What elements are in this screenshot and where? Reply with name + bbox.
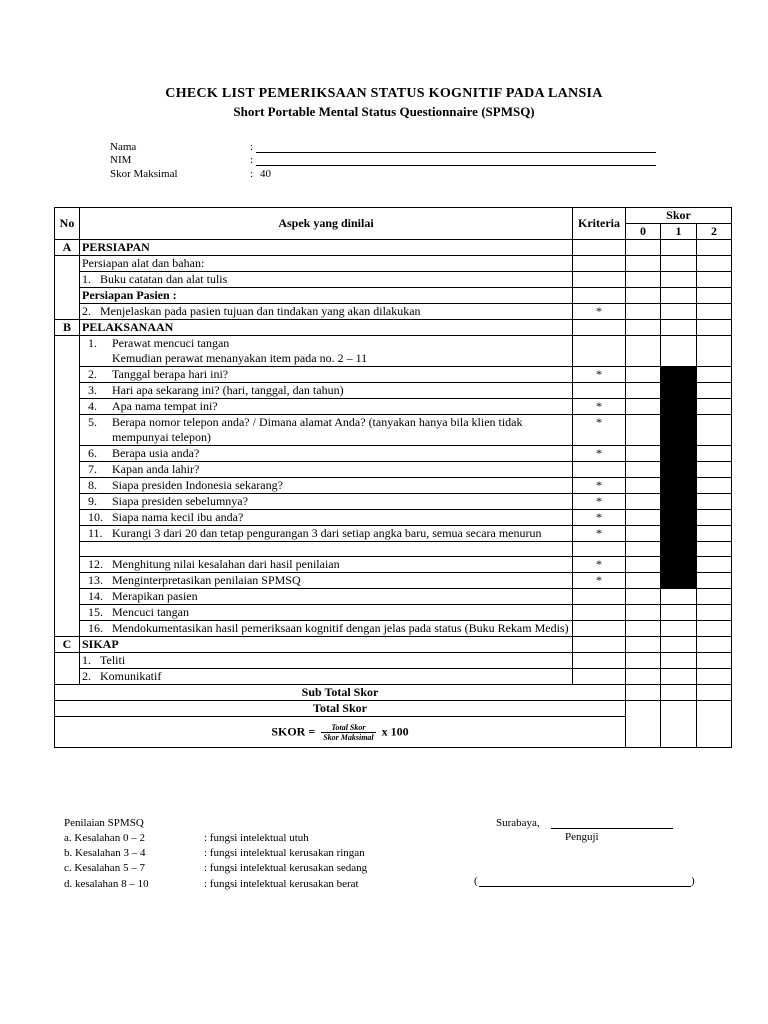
- penguji-label: Penguji: [565, 831, 599, 843]
- blocked-score-cell: [661, 383, 697, 399]
- score-cell[interactable]: [661, 589, 697, 605]
- blocked-score-cell: [661, 542, 697, 557]
- kriteria-star: *: [573, 557, 626, 573]
- score-cell[interactable]: [661, 272, 697, 288]
- blocked-score-cell: [661, 446, 697, 462]
- score-cell[interactable]: [697, 288, 732, 304]
- section-a-title: PERSIAPAN: [80, 240, 573, 256]
- skor-formula: [55, 717, 626, 748]
- nama-colon: :: [250, 141, 254, 153]
- score-cell[interactable]: [626, 336, 661, 367]
- score-cell[interactable]: [626, 367, 661, 383]
- total-label: Total Skor: [55, 701, 626, 717]
- skor-word: SKOR: [271, 723, 306, 738]
- score-cell[interactable]: [661, 669, 697, 685]
- blocked-score-cell: [661, 367, 697, 383]
- table-row: [55, 621, 732, 637]
- penilaian-list: a. Kesalahan 0 – 2 : fungsi intelektual utuh b. Kesalahan 3 – 4 : fungsi intelektual kerusakan ringan c. Kesalahan 5 – 7 : fungsi intelektual kerusakan sedang d. kesalahan 8 – 10 : fungsi intelektual kerusakan berat: [64, 832, 368, 890]
- score-cell[interactable]: [626, 589, 661, 605]
- blocked-score-cell: [661, 399, 697, 415]
- subtotal-cell[interactable]: [697, 685, 732, 701]
- fraction-numerator: Total Skor: [321, 723, 375, 733]
- score-cell[interactable]: [697, 256, 732, 272]
- score-cell[interactable]: [626, 320, 661, 336]
- score-cell[interactable]: [626, 669, 661, 685]
- score-cell[interactable]: [697, 399, 732, 415]
- a-subheading-alat: Persiapan alat dan bahan:: [80, 256, 573, 272]
- table-row: [55, 304, 732, 320]
- city-label: Surabaya,: [496, 817, 540, 829]
- item-number: 1.: [88, 336, 97, 350]
- score-cell[interactable]: [697, 446, 732, 462]
- blocked-score-cell: [661, 573, 697, 589]
- score-cell[interactable]: [626, 462, 661, 478]
- kriteria-star: *: [573, 399, 626, 415]
- section-b-no: B: [55, 320, 80, 336]
- score-cell[interactable]: [697, 272, 732, 288]
- header-skor-1: 1: [661, 224, 697, 240]
- score-cell[interactable]: [697, 336, 732, 367]
- item-number: 1.: [82, 272, 91, 286]
- item-number: 2.: [82, 669, 91, 683]
- blocked-score-cell: [661, 557, 697, 573]
- score-cell[interactable]: [626, 573, 661, 589]
- score-cell[interactable]: [626, 510, 661, 526]
- item-b6: Berapa usia anda?: [112, 446, 200, 460]
- item-b11: Kurangi 3 dari 20 dan tetap pengurangan 3 dari setiap angka baru, semua secara menurun: [112, 526, 542, 540]
- table-row: [55, 494, 732, 510]
- item-number: 10.: [88, 510, 103, 524]
- section-c-title: SIKAP: [80, 637, 573, 653]
- skor-maksimal-label: Skor Maksimal: [110, 168, 178, 180]
- table-row: [55, 367, 732, 383]
- score-cell[interactable]: [626, 557, 661, 573]
- total-cell[interactable]: [626, 701, 661, 748]
- item-b13: Menginterpretasikan penilaian SPMSQ: [112, 573, 301, 587]
- item-number: 16.: [88, 621, 103, 635]
- score-cell[interactable]: [661, 240, 697, 256]
- item-number: 6.: [88, 446, 97, 460]
- nim-colon: :: [250, 154, 254, 166]
- date-line[interactable]: [551, 828, 673, 829]
- score-cell[interactable]: [626, 272, 661, 288]
- section-c-no: C: [55, 637, 80, 653]
- score-cell[interactable]: [697, 653, 732, 669]
- item-number: 15.: [88, 605, 103, 619]
- section-b-row: [55, 320, 732, 336]
- item-b4: Apa nama tempat ini?: [112, 399, 218, 413]
- nama-line[interactable]: [256, 152, 656, 153]
- nim-label: NIM: [110, 154, 132, 166]
- score-cell[interactable]: [697, 605, 732, 621]
- item-number: 2.: [82, 304, 91, 318]
- score-cell[interactable]: [661, 605, 697, 621]
- item-b1b: Kemudian perawat menanyakan item pada no. 2 – 11: [112, 351, 368, 365]
- blocked-score-cell: [661, 510, 697, 526]
- score-cell[interactable]: [697, 621, 732, 637]
- table-row: [55, 526, 732, 542]
- blocked-score-cell: [661, 526, 697, 542]
- score-cell[interactable]: [697, 526, 732, 542]
- blocked-score-cell: [661, 494, 697, 510]
- score-cell[interactable]: [661, 637, 697, 653]
- blocked-score-cell: [661, 462, 697, 478]
- score-cell[interactable]: [661, 336, 697, 367]
- item-number: 4.: [88, 399, 97, 413]
- item-number: 14.: [88, 589, 103, 603]
- score-cell[interactable]: [626, 526, 661, 542]
- table-row: [55, 415, 732, 446]
- table-row: [55, 288, 732, 304]
- score-cell[interactable]: [661, 320, 697, 336]
- table-row: [55, 557, 732, 573]
- score-cell: [573, 240, 626, 256]
- item-number: 13.: [88, 573, 103, 587]
- score-cell[interactable]: [697, 478, 732, 494]
- section-c-row: [55, 637, 732, 653]
- score-cell[interactable]: [697, 637, 732, 653]
- score-cell[interactable]: [626, 478, 661, 494]
- signature-paren-open: (: [474, 875, 478, 887]
- kriteria-star: *: [573, 478, 626, 494]
- score-cell[interactable]: [626, 653, 661, 669]
- score-cell[interactable]: [697, 304, 732, 320]
- score-cell[interactable]: [626, 494, 661, 510]
- table-row: [55, 510, 732, 526]
- blocked-score-cell: [661, 478, 697, 494]
- score-cell[interactable]: [626, 240, 661, 256]
- item-b7: Kapan anda lahir?: [112, 462, 200, 476]
- score-cell[interactable]: [626, 542, 661, 557]
- header-skor: Skor: [626, 208, 732, 224]
- kriteria-star: *: [573, 494, 626, 510]
- table-row: [55, 256, 732, 272]
- score-cell[interactable]: [697, 240, 732, 256]
- total-row: [55, 701, 732, 717]
- item-b8: Siapa presiden Indonesia sekarang?: [112, 478, 283, 492]
- kriteria-star: *: [573, 446, 626, 462]
- table-row: [55, 272, 732, 288]
- equals-sign: =: [308, 723, 316, 738]
- item-b14: Merapikan pasien: [112, 589, 198, 603]
- score-cell[interactable]: [661, 621, 697, 637]
- score-cell[interactable]: [697, 415, 732, 446]
- kriteria-star: *: [573, 415, 626, 446]
- nama-label: Nama: [110, 141, 137, 153]
- item-b3: Hari apa sekarang ini? (hari, tanggal, dan tahun): [112, 383, 344, 397]
- table-row: [55, 589, 732, 605]
- score-cell[interactable]: [697, 573, 732, 589]
- table-row: [55, 446, 732, 462]
- score-cell[interactable]: [626, 383, 661, 399]
- table-row: [55, 383, 732, 399]
- section-a-row: [55, 240, 732, 256]
- table-row: [55, 573, 732, 589]
- score-cell[interactable]: [661, 653, 697, 669]
- header-aspek: Aspek yang dinilai: [80, 208, 573, 240]
- score-cell[interactable]: [661, 304, 697, 320]
- section-a-no: A: [55, 240, 80, 256]
- table-row: [55, 605, 732, 621]
- item-number: 7.: [88, 462, 97, 476]
- document-subtitle: Short Portable Mental Status Questionnaire (SPMSQ): [233, 104, 535, 119]
- table-row: [55, 399, 732, 415]
- score-cell[interactable]: [697, 510, 732, 526]
- item-number: 1.: [82, 653, 91, 667]
- score-cell[interactable]: [697, 494, 732, 510]
- total-cell[interactable]: [697, 701, 732, 748]
- skor-fraction: [321, 723, 375, 742]
- table-row: [55, 462, 732, 478]
- item-number: 2.: [88, 367, 97, 381]
- item-number: 11.: [88, 526, 103, 540]
- signature-paren-close: ): [691, 875, 695, 887]
- score-cell[interactable]: [626, 621, 661, 637]
- score-cell[interactable]: [661, 288, 697, 304]
- item-c2: Komunikatif: [100, 669, 162, 683]
- item-a2: Menjelaskan pada pasien tujuan dan tindakan yang akan dilakukan: [100, 304, 421, 318]
- kriteria-star: *: [573, 526, 626, 542]
- score-cell[interactable]: [697, 320, 732, 336]
- subtotal-cell[interactable]: [661, 685, 697, 701]
- times-100: x 100: [381, 723, 409, 738]
- score-cell[interactable]: [661, 256, 697, 272]
- score-cell[interactable]: [626, 304, 661, 320]
- score-cell[interactable]: [626, 288, 661, 304]
- item-a1: Buku catatan dan alat tulis: [100, 272, 228, 286]
- item-b5: Berapa nomor telepon anda? / Dimana alamat Anda? (tanyakan hanya bila klien tidak mempunyai telepon): [112, 415, 523, 444]
- skor-maksimal-value: 40: [260, 168, 271, 180]
- score-cell[interactable]: [697, 367, 732, 383]
- header-kriteria: Kriteria: [573, 208, 626, 240]
- item-b15: Mencuci tangan: [112, 605, 189, 619]
- score-cell[interactable]: [626, 637, 661, 653]
- total-cell[interactable]: [661, 701, 697, 748]
- nim-line[interactable]: [256, 165, 656, 166]
- score-cell[interactable]: [697, 383, 732, 399]
- table-row: [55, 336, 732, 367]
- table-row: [55, 653, 732, 669]
- score-cell[interactable]: [626, 605, 661, 621]
- score-cell[interactable]: [697, 589, 732, 605]
- score-cell[interactable]: [697, 462, 732, 478]
- item-c1: Teliti: [100, 653, 126, 667]
- table-row: [55, 542, 732, 557]
- fraction-denominator: Skor Maksimal: [323, 732, 374, 742]
- item-b9: Siapa presiden sebelumnya?: [112, 494, 248, 508]
- subtotal-label: Sub Total Skor: [55, 685, 626, 701]
- score-cell[interactable]: [697, 557, 732, 573]
- header-skor-2: 2: [697, 224, 732, 240]
- blocked-score-cell: [661, 415, 697, 446]
- penilaian-title: Penilaian SPMSQ: [64, 817, 144, 829]
- score-cell[interactable]: [697, 669, 732, 685]
- score-cell[interactable]: [697, 542, 732, 557]
- subtotal-row: [55, 685, 732, 701]
- score-cell[interactable]: [626, 415, 661, 446]
- table-row: [55, 669, 732, 685]
- score-cell[interactable]: [626, 399, 661, 415]
- kriteria-star: *: [573, 304, 626, 320]
- score-cell[interactable]: [626, 446, 661, 462]
- subtotal-cell[interactable]: [626, 685, 661, 701]
- header-no: No: [55, 208, 80, 240]
- item-number: 3.: [88, 383, 97, 397]
- item-number: 12.: [88, 557, 103, 571]
- kriteria-star: *: [573, 573, 626, 589]
- skor-maksimal-colon: :: [250, 168, 254, 180]
- section-b-title: PELAKSANAAN: [80, 320, 573, 336]
- item-b2: Tanggal berapa hari ini?: [112, 367, 229, 381]
- item-number: 8.: [88, 478, 97, 492]
- item-number: 5.: [88, 415, 97, 429]
- item-b10: Siapa nama kecil ibu anda?: [112, 510, 244, 524]
- header-skor-0: 0: [626, 224, 661, 240]
- signature-line[interactable]: [479, 886, 691, 887]
- a-subheading-pasien: Persiapan Pasien :: [80, 288, 573, 304]
- item-b12: Menghitung nilai kesalahan dari hasil penilaian: [112, 557, 340, 571]
- kriteria-star: *: [573, 367, 626, 383]
- table-row: [55, 478, 732, 494]
- item-b1a: Perawat mencuci tangan: [112, 336, 230, 350]
- document-title: CHECK LIST PEMERIKSAAN STATUS KOGNITIF PADA LANSIA: [165, 86, 603, 101]
- checklist-table: [54, 207, 732, 748]
- score-cell[interactable]: [626, 256, 661, 272]
- kriteria-star: *: [573, 510, 626, 526]
- item-number: 9.: [88, 494, 97, 508]
- item-b16: Mendokumentasikan hasil pemeriksaan kognitif dengan jelas pada status (Buku Rekam Medis): [112, 621, 569, 635]
